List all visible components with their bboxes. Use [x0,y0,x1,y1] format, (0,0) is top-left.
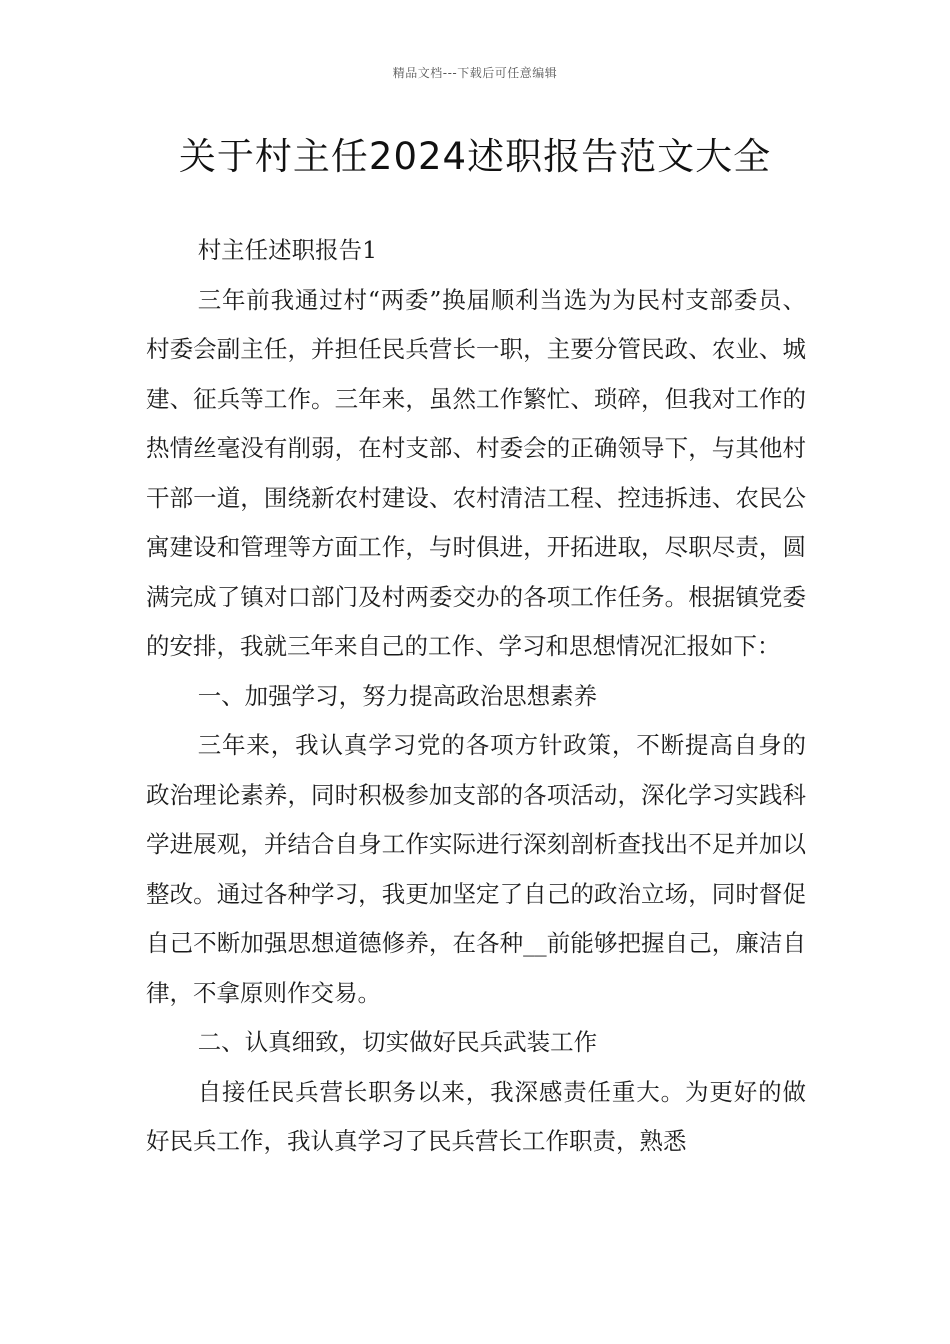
paragraph-intro: 三年前我通过村“两委”换届顺利当选为为民村支部委员、村委会副主任，并担任民兵营长一职，主要分管民政、农业、城建、征兵等工作。三年来，虽然工作繁忙、琐碎，但我对工作的热情丝毫没有削弱，在村支部、村委会的正确领导下，与其他村干部一道，围绕新农村建设、农村清洁工程、控违拆违、农民公寓建设和管理等方面工作，与时俱进，开拓进取，尽职尽责，圆满完成了镇对口部门及村两委交办的各项工作任务。根据镇党委的安排，我就三年来自己的工作、学习和思想情况汇报如下： [146,285,806,660]
paragraph-militia: 自接任民兵营长职务以来，我深感责任重大。为更好的做好民兵工作，我认真学习了民兵营长工作职责，熟悉 [146,1077,806,1155]
section-heading-study: 一、加强学习，努力提高政治思想素养 [197,681,598,710]
header-note: 精品文档---下载后可任意编辑 [392,66,558,80]
document-title: 关于村主任2024述职报告范文大全 [178,135,772,178]
section-heading-report-1: 村主任述职报告1 [197,236,378,264]
section-heading-militia: 二、认真细致，切实做好民兵武装工作 [197,1028,598,1056]
paragraph-study: 三年来，我认真学习党的各项方针政策，不断提高自身的政治理论素养，同时积极参加支部的各项活动，深化学习实践科学进展观，并结合自身工作实际进行深刻剖析查找出不足并加以整改。通过各种学习，我更加坚定了自己的政治立场，同时督促自己不断加强思想道德修养，在各种__前能够把握自己，廉洁自律，不拿原则作交易。 [146,731,806,1007]
document-body [146,226,806,1167]
